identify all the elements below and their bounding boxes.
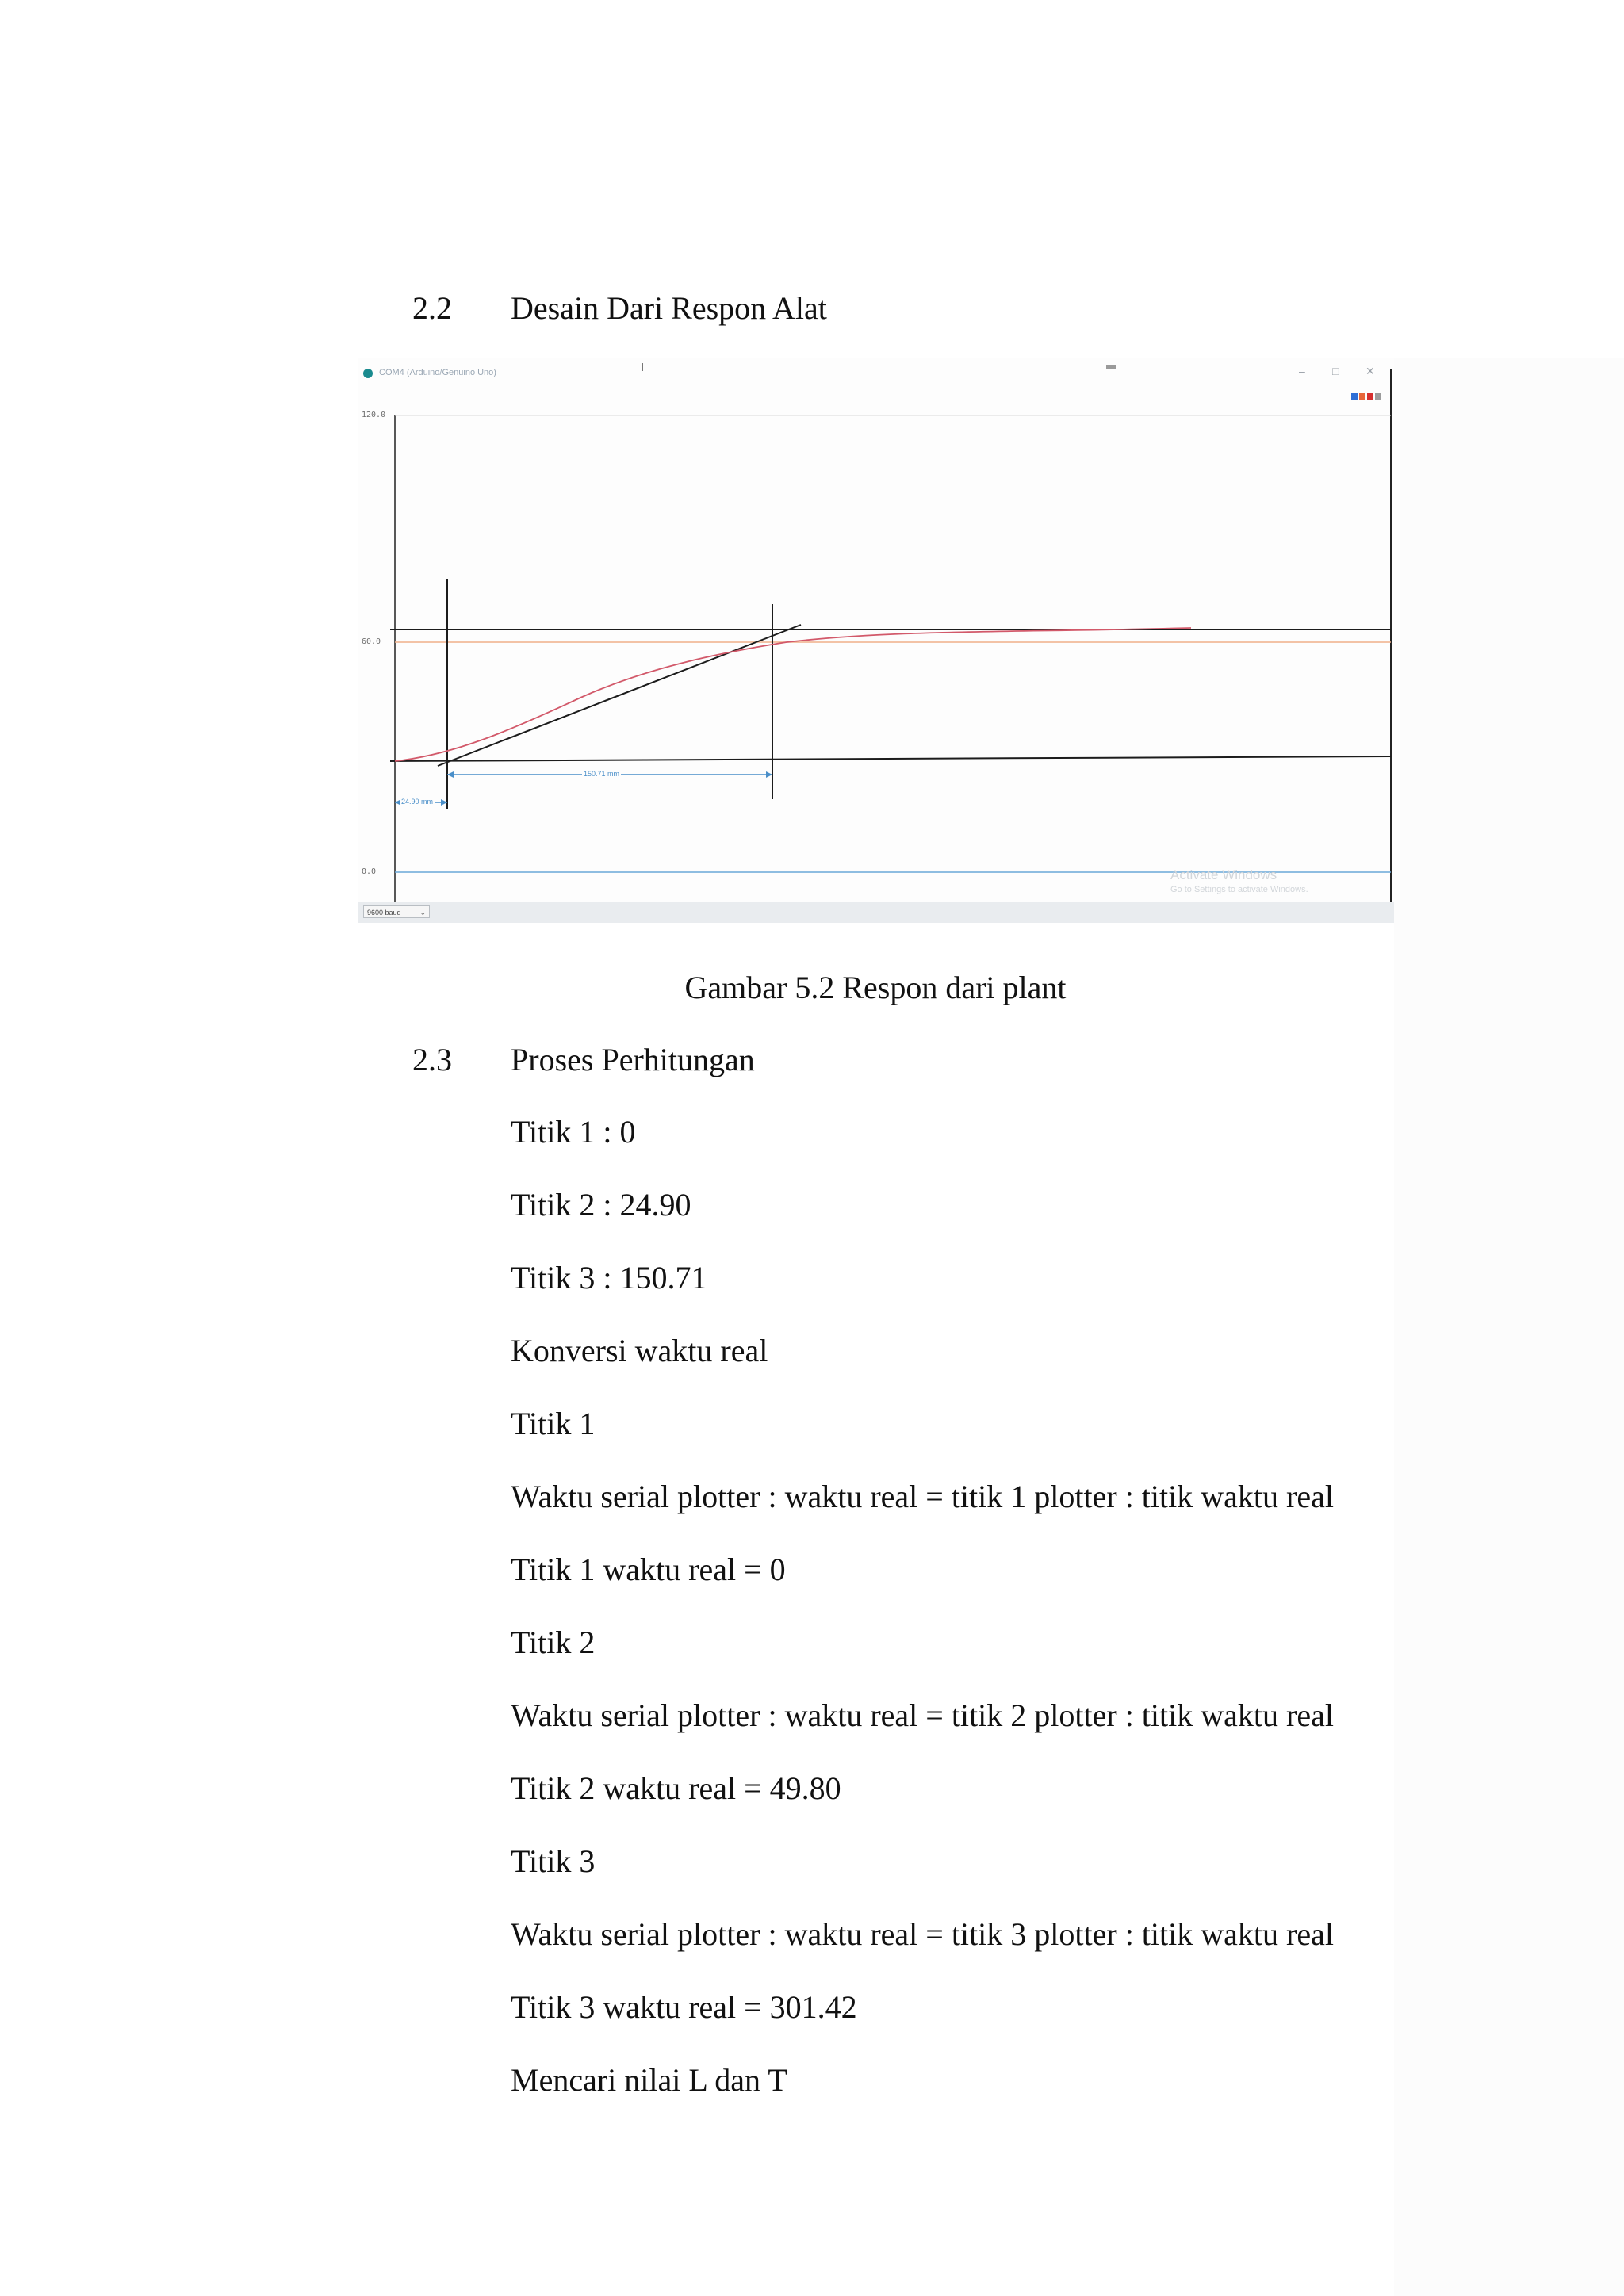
baud-rate-select[interactable] — [363, 905, 430, 918]
activation-watermark-subtitle: Go to Settings to activate Windows. — [1170, 885, 1308, 894]
page-shade — [1394, 358, 1624, 2296]
section-title: Desain Dari Respon Alat — [511, 290, 827, 326]
chevron-down-icon: ⌄ — [419, 909, 426, 916]
calc-line: Titik 1 — [511, 1406, 596, 1441]
initial-level-line — [390, 756, 1391, 761]
activation-watermark-title: Activate Windows — [1170, 867, 1277, 882]
arduino-logo-icon — [363, 369, 373, 378]
plotter-bottom-bar — [358, 902, 1394, 923]
section-title: Proses Perhitungan — [511, 1042, 755, 1077]
calc-line: Mencari nilai L dan T — [511, 2062, 787, 2098]
y-tick-label: 120.0 — [362, 411, 386, 419]
calc-line: Konversi waktu real — [511, 1333, 768, 1368]
calc-line: Waktu serial plotter : waktu real = titik 2 plotter : titik waktu real — [511, 1697, 1334, 1733]
calc-line: Titik 2 waktu real = 49.80 — [511, 1770, 841, 1806]
dimension-label-point-3: 150.71 mm — [584, 770, 620, 778]
minimize-icon[interactable]: – — [1299, 365, 1305, 377]
section-number: 2.2 — [412, 290, 452, 326]
legend-swatch-2 — [1359, 393, 1365, 400]
baud-rate-value: 9600 baud — [367, 909, 401, 916]
section-number: 2.3 — [412, 1042, 452, 1077]
calc-line: Titik 3 waktu real = 301.42 — [511, 1989, 857, 2025]
maximize-icon[interactable]: □ — [1332, 365, 1339, 377]
close-icon[interactable]: ✕ — [1365, 365, 1375, 377]
figure-caption: Gambar 5.2 Respon dari plant — [684, 970, 1067, 1005]
response-curve — [395, 628, 1191, 761]
legend-swatch-1 — [1351, 393, 1358, 400]
calc-line: Titik 3 — [511, 1843, 596, 1879]
calc-line: Titik 2 — [511, 1624, 596, 1660]
tangent-line — [438, 625, 801, 766]
y-tick-label: 60.0 — [362, 637, 381, 646]
calc-line: Titik 3 : 150.71 — [511, 1260, 707, 1295]
window-title: COM4 (Arduino/Genuino Uno) — [379, 368, 496, 377]
calc-line: Titik 1 waktu real = 0 — [511, 1552, 786, 1587]
calc-line: Titik 2 : 24.90 — [511, 1187, 691, 1223]
handle-top — [1106, 365, 1116, 369]
legend-swatch-4 — [1375, 393, 1381, 400]
y-tick-label: 0.0 — [362, 867, 377, 876]
legend-swatch-3 — [1367, 393, 1373, 400]
serial-plotter-figure — [358, 358, 1394, 923]
calc-line: Waktu serial plotter : waktu real = titik 3 plotter : titik waktu real — [511, 1916, 1334, 1952]
plot-canvas — [358, 358, 1394, 923]
calc-line: Titik 1 : 0 — [511, 1114, 636, 1150]
dimension-label-point-2: 24.90 mm — [401, 798, 434, 806]
calc-line: Waktu serial plotter : waktu real = titik 1 plotter : titik waktu real — [511, 1479, 1334, 1514]
